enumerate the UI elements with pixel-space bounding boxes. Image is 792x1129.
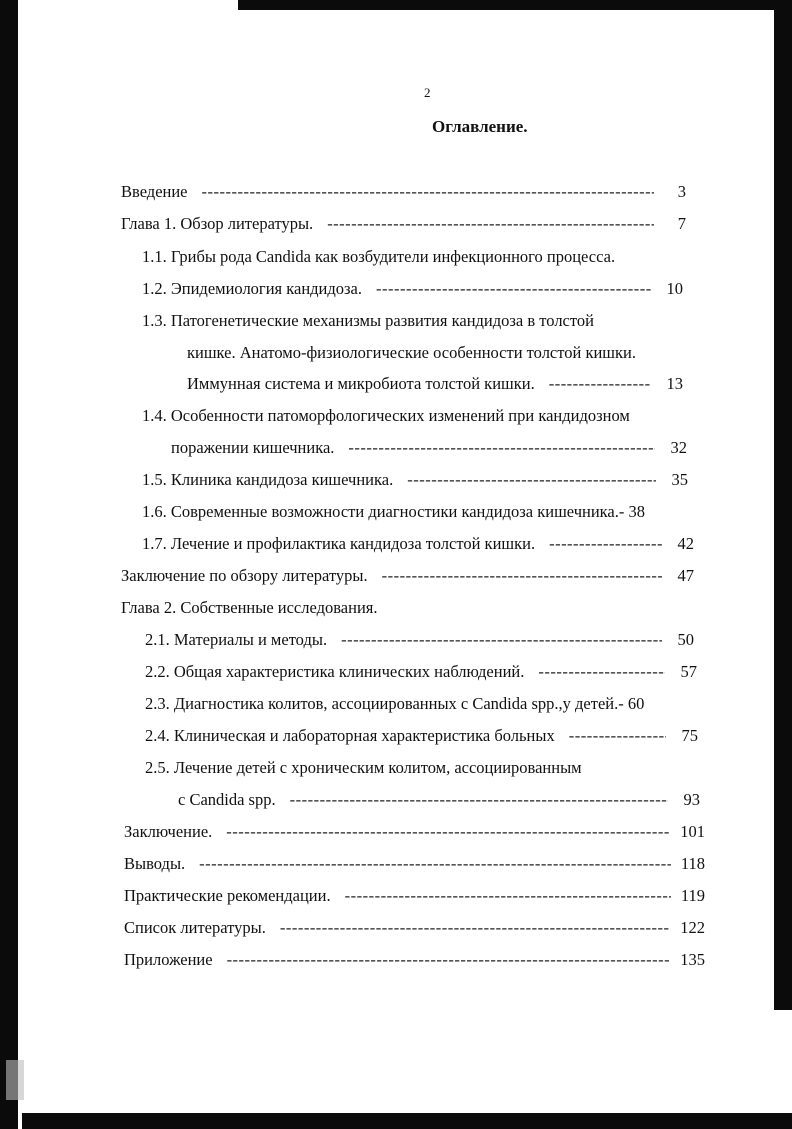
toc-entry-label: с Candida spp. (178, 790, 276, 809)
leader-dots (345, 885, 671, 907)
toc-entry-2-2 (145, 661, 697, 683)
toc-entry-recommendations (124, 885, 705, 907)
toc-entry-page: 32 (670, 438, 687, 457)
leader-dots (538, 661, 665, 683)
toc-entry-label: Выводы. (124, 854, 186, 873)
leader-dots (199, 853, 671, 875)
toc-entry-page: 118 (680, 854, 705, 873)
toc-entry-page: 10 (666, 279, 683, 298)
leader-dots (202, 181, 654, 203)
toc-entry-chapter-2: Глава 2. Собственные исследования. (121, 598, 378, 617)
toc-entry-findings (124, 853, 705, 875)
leader-dots (327, 213, 654, 235)
toc-entry-1-3-line-1: 1.3. Патогенетические механизмы развития кандидоза в толстой (142, 311, 594, 330)
toc-title: Оглавление. (432, 117, 528, 136)
leader-dots (226, 821, 670, 843)
toc-entry-page: 75 (681, 726, 698, 745)
toc-entry-label: Список литературы. (124, 918, 266, 937)
leader-dots (341, 629, 662, 651)
toc-entry-page: 3 (677, 182, 686, 201)
leader-dots (290, 789, 668, 811)
toc-entry-page: 50 (677, 630, 694, 649)
toc-entry-label: Введение (121, 182, 188, 201)
toc-entry-label: 2.2. Общая характеристика клинических наблюдений. (145, 662, 525, 681)
toc-entry-label: Практические рекомендации. (124, 886, 331, 905)
toc-entry-chapter-1 (121, 213, 686, 235)
toc-entry-label: 2.4. Клиническая и лабораторная характеристика больных (145, 726, 555, 745)
toc-entry-page: 93 (683, 790, 700, 809)
leader-dots (382, 565, 662, 587)
toc-entry-2-5-line-1: 2.5. Лечение детей с хроническим колитом, ассоциированным (145, 758, 582, 777)
toc-entry-page: 57 (680, 662, 697, 681)
toc-entry-page: 122 (680, 918, 705, 937)
toc-entry-1-3-line-3 (187, 373, 683, 395)
toc-entry-2-3: 2.3. Диагностика колитов, ассоциированных с Candida spp.,у детей.- 60 (145, 694, 645, 713)
toc-entry-1-3-line-2: кишке. Анатомо-физиологические особенности толстой кишки. (187, 343, 636, 362)
leader-dots (227, 949, 671, 971)
toc-entry-label: 1.5. Клиника кандидоза кишечника. (142, 470, 394, 489)
toc-entry-1-7 (142, 533, 694, 555)
toc-entry-2-5-line-2 (178, 789, 700, 811)
toc-entry-label: 1.7. Лечение и профилактика кандидоза толстой кишки. (142, 534, 536, 553)
toc-entry-1-1: 1.1. Грибы рода Candida как возбудители инфекционного процесса. (142, 247, 616, 266)
toc-entry-page: 42 (677, 534, 694, 553)
toc-entry-conclusion (124, 821, 705, 843)
toc-entry-1-4-line-2 (171, 437, 687, 459)
toc-entry-label: поражении кишечника. (171, 438, 335, 457)
leader-dots (549, 373, 651, 395)
toc-entry-label: Приложение (124, 950, 213, 969)
toc-entry-label: Иммунная система и микробиота толстой кишки. (187, 374, 535, 393)
toc-entry-page: 135 (680, 950, 705, 969)
toc-entry-1-5 (142, 469, 688, 491)
toc-entry-2-4 (145, 725, 698, 747)
toc-entry-label: Заключение по обзору литературы. (121, 566, 368, 585)
leader-dots (348, 437, 655, 459)
toc-entry-label: Заключение. (124, 822, 213, 841)
toc-entry-1-6: 1.6. Современные возможности диагностики кандидоза кишечника.- 38 (142, 502, 645, 521)
toc-entry-2-1 (145, 629, 694, 651)
toc-entry-literature-conclusion (121, 565, 694, 587)
toc-entry-intro (121, 181, 686, 203)
leader-dots (376, 278, 651, 300)
toc-entry-label: 1.2. Эпидемиология кандидоза. (142, 279, 363, 298)
toc-entry-page: 13 (666, 374, 683, 393)
toc-entry-label: 2.1. Материалы и методы. (145, 630, 328, 649)
toc-entry-page: 7 (677, 214, 686, 233)
toc-entry-page: 101 (680, 822, 705, 841)
toc-entry-references (124, 917, 705, 939)
toc-entry-page: 119 (680, 886, 705, 905)
page-number: 2 (424, 85, 431, 100)
toc-entry-appendix (124, 949, 705, 971)
leader-dots (549, 533, 662, 555)
toc-entry-page: 35 (671, 470, 688, 489)
leader-dots (407, 469, 656, 491)
toc-entry-1-2 (142, 278, 683, 300)
toc-entry-label: Глава 1. Обзор литературы. (121, 214, 314, 233)
toc-entry-1-4-line-1: 1.4. Особенности патоморфологических изменений при кандидозном (142, 406, 630, 425)
toc-entry-page: 47 (677, 566, 694, 585)
leader-dots (280, 917, 670, 939)
leader-dots (569, 725, 666, 747)
